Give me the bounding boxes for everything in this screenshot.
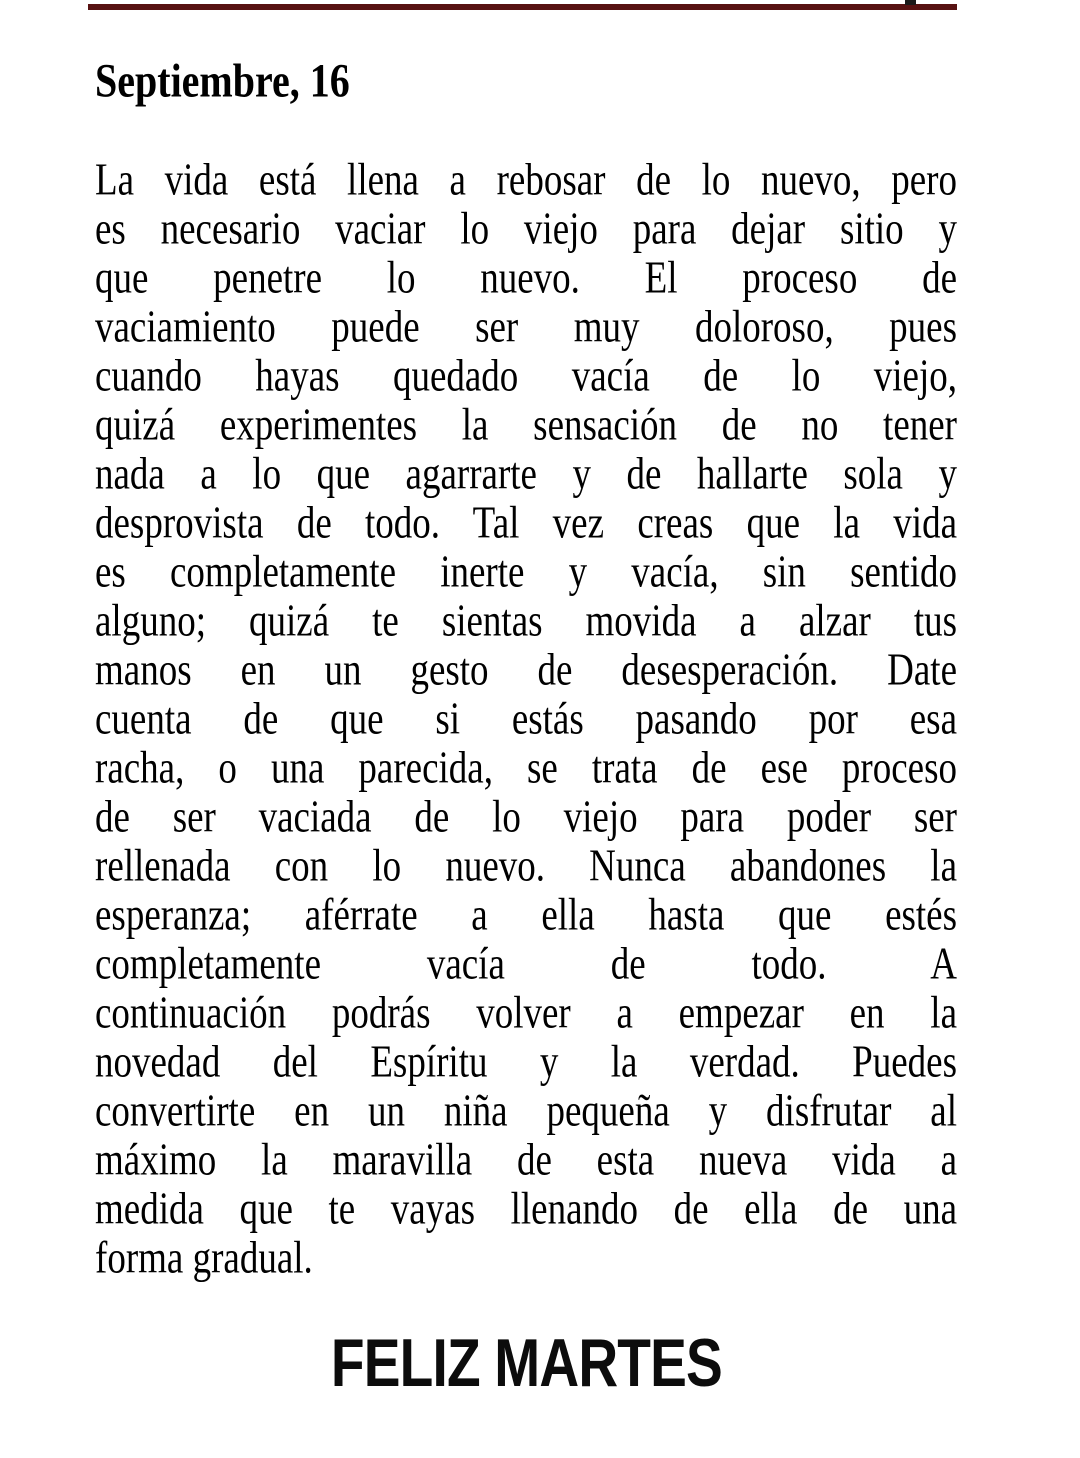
paragraph-line: convertirte en un niña pequeña y disfrutar al — [95, 1086, 957, 1137]
paragraph-line: desprovista de todo. Tal vez creas que la vida — [95, 498, 957, 549]
paragraph-line: de ser vaciada de lo viejo para poder ser — [95, 792, 957, 843]
happy-tuesday-banner-text: FELIZ MARTES — [330, 1325, 722, 1401]
paragraph-line: máximo la maravilla de esta nueva vida a — [95, 1135, 957, 1186]
paragraph-line: cuando hayas quedado vacía de lo viejo, — [95, 351, 957, 402]
paragraph-line: esperanza; aférrate a ella hasta que estés — [95, 890, 957, 941]
devotional-paragraph — [95, 156, 957, 1283]
paragraph-line: es completamente inerte y vacía, sin sentido — [95, 547, 957, 598]
paragraph-line: novedad del Espíritu y la verdad. Puedes — [95, 1037, 957, 1088]
top-horizontal-rule — [88, 4, 957, 10]
paragraph-line: cuenta de que si estás pasando por esa — [95, 694, 957, 745]
cropped-text-fragment — [905, 0, 916, 5]
paragraph-line-last: forma gradual. — [95, 1233, 313, 1284]
paragraph-line: racha, o una parecida, se trata de ese proceso — [95, 743, 957, 794]
paragraph-line: La vida está llena a rebosar de lo nuevo, pero — [95, 155, 957, 206]
paragraph-line: que penetre lo nuevo. El proceso de — [95, 253, 957, 304]
page-title: Septiembre, 16 — [95, 53, 350, 108]
paragraph-line: nada a lo que agarrarte y de hallarte sola y — [95, 449, 957, 500]
paragraph-line: continuación podrás volver a empezar en la — [95, 988, 957, 1039]
footer-banner — [95, 1325, 957, 1401]
paragraph-line: alguno; quizá te sientas movida a alzar tus — [95, 596, 957, 647]
paragraph-line: completamente vacía de todo. A — [95, 939, 957, 990]
paragraph-line: quizá experimentes la sensación de no tener — [95, 400, 957, 451]
paragraph-line: manos en un gesto de desesperación. Date — [95, 645, 957, 696]
paragraph-line: rellenada con lo nuevo. Nunca abandones la — [95, 841, 957, 892]
paragraph-line: vaciamiento puede ser muy doloroso, pues — [95, 302, 957, 353]
paragraph-line: medida que te vayas llenando de ella de una — [95, 1184, 957, 1235]
paragraph-line: es necesario vaciar lo viejo para dejar sitio y — [95, 204, 957, 255]
